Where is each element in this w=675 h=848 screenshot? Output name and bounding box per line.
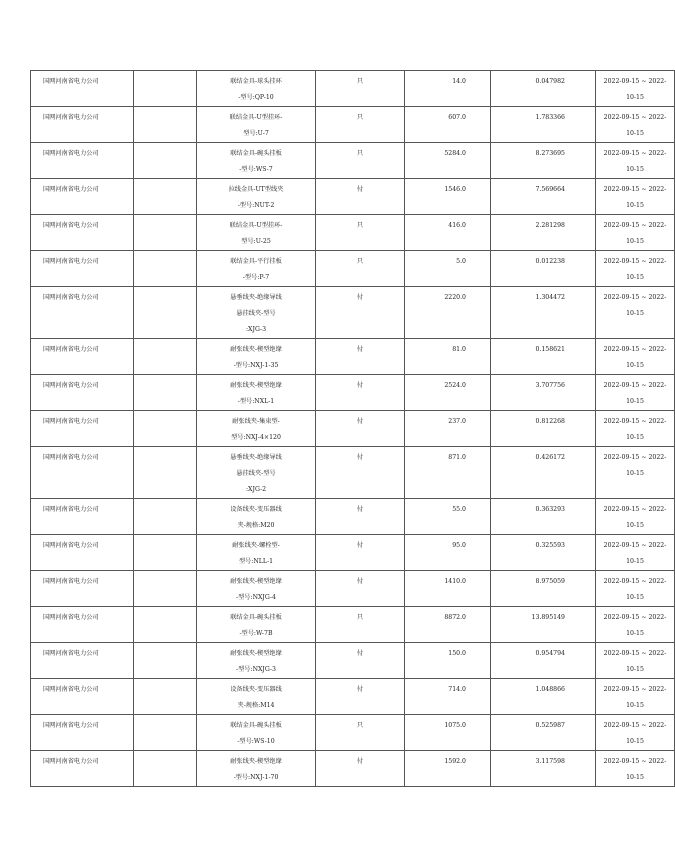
blank-cell xyxy=(134,375,197,411)
item-name-cell xyxy=(197,499,316,535)
date-range-text: 2022-09-15 ~ 2022- 10-15 xyxy=(603,186,667,209)
table-row xyxy=(31,643,675,679)
date-range-cell xyxy=(596,143,675,179)
quantity-cell: 55.0 xyxy=(405,499,491,535)
quantity-cell: 14.0 xyxy=(405,71,491,107)
date-range-cell xyxy=(596,751,675,787)
date-range-text: 2022-09-15 ~ 2022- 10-15 xyxy=(603,506,667,529)
item-name-cell xyxy=(197,679,316,715)
amount-cell: 13.895149 xyxy=(491,607,596,643)
item-name-text: 联结金具-U型挂环- 型号:U-7 xyxy=(229,114,283,137)
amount-cell: 0.426172 xyxy=(491,447,596,499)
company-cell: 国网河南省电力公司 xyxy=(31,411,134,447)
item-name-cell xyxy=(197,287,316,339)
date-range-cell xyxy=(596,643,675,679)
company-cell: 国网河南省电力公司 xyxy=(31,287,134,339)
quantity-cell: 607.0 xyxy=(405,107,491,143)
date-range-text: 2022-09-15 ~ 2022- 10-15 xyxy=(603,222,667,245)
company-cell: 国网河南省电力公司 xyxy=(31,715,134,751)
company-cell: 国网河南省电力公司 xyxy=(31,375,134,411)
blank-cell xyxy=(134,411,197,447)
date-range-text: 2022-09-15 ~ 2022- 10-15 xyxy=(603,258,667,281)
company-cell: 国网河南省电力公司 xyxy=(31,251,134,287)
amount-cell: 0.012238 xyxy=(491,251,596,287)
unit-cell: 付 xyxy=(316,287,405,339)
item-name-text: 耐张线夹-螺栓型- 型号:NLL-1 xyxy=(232,542,280,565)
date-range-cell xyxy=(596,535,675,571)
date-range-text: 2022-09-15 ~ 2022- 10-15 xyxy=(603,686,667,709)
amount-cell: 0.363293 xyxy=(491,499,596,535)
date-range-text: 2022-09-15 ~ 2022- 10-15 xyxy=(603,382,667,405)
quantity-cell: 237.0 xyxy=(405,411,491,447)
item-name-cell xyxy=(197,339,316,375)
unit-cell: 只 xyxy=(316,107,405,143)
amount-cell: 0.812268 xyxy=(491,411,596,447)
table-row xyxy=(31,499,675,535)
item-name-cell xyxy=(197,535,316,571)
table-row xyxy=(31,107,675,143)
company-cell: 国网河南省电力公司 xyxy=(31,179,134,215)
quantity-cell: 714.0 xyxy=(405,679,491,715)
unit-cell: 付 xyxy=(316,411,405,447)
table-row xyxy=(31,607,675,643)
item-name-cell xyxy=(197,571,316,607)
date-range-cell xyxy=(596,499,675,535)
company-cell: 国网河南省电力公司 xyxy=(31,143,134,179)
item-name-text: 耐张线夹-楔型绝缘 -型号:NXJ-1-35 xyxy=(230,346,282,369)
date-range-cell xyxy=(596,107,675,143)
table-row xyxy=(31,375,675,411)
date-range-text: 2022-09-15 ~ 2022- 10-15 xyxy=(603,114,667,137)
blank-cell xyxy=(134,715,197,751)
blank-cell xyxy=(134,643,197,679)
item-name-text: 设备线夹-变压器线 夹-规格:M20 xyxy=(230,506,282,529)
unit-cell: 付 xyxy=(316,179,405,215)
unit-cell: 付 xyxy=(316,499,405,535)
amount-cell: 1.048866 xyxy=(491,679,596,715)
blank-cell xyxy=(134,679,197,715)
blank-cell xyxy=(134,179,197,215)
company-cell: 国网河南省电力公司 xyxy=(31,571,134,607)
amount-cell: 0.158621 xyxy=(491,339,596,375)
item-name-cell xyxy=(197,215,316,251)
item-name-cell xyxy=(197,447,316,499)
table-row xyxy=(31,679,675,715)
item-name-text: 耐张线夹-楔型绝缘 -型号:NXJG-4 xyxy=(230,578,282,601)
date-range-cell xyxy=(596,287,675,339)
amount-cell: 3.117598 xyxy=(491,751,596,787)
item-name-cell xyxy=(197,107,316,143)
table-row xyxy=(31,287,675,339)
quantity-cell: 150.0 xyxy=(405,643,491,679)
amount-cell: 1.304472 xyxy=(491,287,596,339)
item-name-cell xyxy=(197,71,316,107)
unit-cell: 付 xyxy=(316,447,405,499)
blank-cell xyxy=(134,751,197,787)
unit-cell: 付 xyxy=(316,375,405,411)
quantity-cell: 871.0 xyxy=(405,447,491,499)
date-range-cell xyxy=(596,411,675,447)
blank-cell xyxy=(134,607,197,643)
unit-cell: 付 xyxy=(316,751,405,787)
company-cell: 国网河南省电力公司 xyxy=(31,499,134,535)
item-name-text: 耐张线夹-楔型绝缘 -型号:NXL-1 xyxy=(230,382,282,405)
blank-cell xyxy=(134,71,197,107)
item-name-text: 耐张线夹-楔型绝缘 -型号:NXJ-1-70 xyxy=(230,758,282,781)
table-row xyxy=(31,535,675,571)
item-name-cell xyxy=(197,143,316,179)
date-range-text: 2022-09-15 ~ 2022- 10-15 xyxy=(603,294,667,317)
unit-cell: 付 xyxy=(316,643,405,679)
company-cell: 国网河南省电力公司 xyxy=(31,107,134,143)
quantity-cell: 1410.0 xyxy=(405,571,491,607)
unit-cell: 只 xyxy=(316,71,405,107)
unit-cell: 只 xyxy=(316,715,405,751)
date-range-cell xyxy=(596,375,675,411)
date-range-cell xyxy=(596,339,675,375)
blank-cell xyxy=(134,447,197,499)
company-cell: 国网河南省电力公司 xyxy=(31,535,134,571)
company-cell: 国网河南省电力公司 xyxy=(31,447,134,499)
blank-cell xyxy=(134,215,197,251)
unit-cell: 只 xyxy=(316,251,405,287)
quantity-cell: 416.0 xyxy=(405,215,491,251)
date-range-cell xyxy=(596,251,675,287)
company-cell: 国网河南省电力公司 xyxy=(31,679,134,715)
item-name-text: 悬垂线夹-绝缘导线 悬挂线夹-型号 :XJG-2 xyxy=(230,454,282,493)
amount-cell: 7.569664 xyxy=(491,179,596,215)
date-range-cell xyxy=(596,71,675,107)
blank-cell xyxy=(134,339,197,375)
blank-cell xyxy=(134,535,197,571)
item-name-cell xyxy=(197,375,316,411)
amount-cell: 0.525987 xyxy=(491,715,596,751)
amount-cell: 0.047982 xyxy=(491,71,596,107)
item-name-text: 联结金具-碗头挂板 -型号:W-7B xyxy=(230,614,282,637)
date-range-text: 2022-09-15 ~ 2022- 10-15 xyxy=(603,650,667,673)
date-range-cell xyxy=(596,571,675,607)
company-cell: 国网河南省电力公司 xyxy=(31,71,134,107)
date-range-text: 2022-09-15 ~ 2022- 10-15 xyxy=(603,614,667,637)
company-cell: 国网河南省电力公司 xyxy=(31,339,134,375)
table-row xyxy=(31,715,675,751)
blank-cell xyxy=(134,571,197,607)
blank-cell xyxy=(134,107,197,143)
quantity-cell: 2524.0 xyxy=(405,375,491,411)
company-cell: 国网河南省电力公司 xyxy=(31,215,134,251)
blank-cell xyxy=(134,499,197,535)
table-row xyxy=(31,143,675,179)
quantity-cell: 95.0 xyxy=(405,535,491,571)
item-name-cell xyxy=(197,751,316,787)
item-name-text: 耐张线夹-楔型绝缘 -型号:NXJG-3 xyxy=(230,650,282,673)
company-cell: 国网河南省电力公司 xyxy=(31,751,134,787)
item-name-text: 联结金具-球头挂环 -型号:QP-10 xyxy=(230,78,282,101)
unit-cell: 只 xyxy=(316,143,405,179)
table-row xyxy=(31,447,675,499)
date-range-text: 2022-09-15 ~ 2022- 10-15 xyxy=(603,722,667,745)
unit-cell: 付 xyxy=(316,535,405,571)
date-range-text: 2022-09-15 ~ 2022- 10-15 xyxy=(603,78,667,101)
quantity-cell: 8872.0 xyxy=(405,607,491,643)
amount-cell: 2.281298 xyxy=(491,215,596,251)
amount-cell: 0.954794 xyxy=(491,643,596,679)
unit-cell: 只 xyxy=(316,607,405,643)
amount-cell: 0.325593 xyxy=(491,535,596,571)
date-range-cell xyxy=(596,179,675,215)
table-row xyxy=(31,215,675,251)
blank-cell xyxy=(134,143,197,179)
item-name-text: 联结金具-碗头挂板 -型号:WS-10 xyxy=(230,722,282,745)
date-range-text: 2022-09-15 ~ 2022- 10-15 xyxy=(603,758,667,781)
table-row xyxy=(31,571,675,607)
date-range-text: 2022-09-15 ~ 2022- 10-15 xyxy=(603,542,667,565)
table-row xyxy=(31,251,675,287)
blank-cell xyxy=(134,287,197,339)
date-range-text: 2022-09-15 ~ 2022- 10-15 xyxy=(603,346,667,369)
unit-cell: 付 xyxy=(316,339,405,375)
table-row xyxy=(31,339,675,375)
date-range-text: 2022-09-15 ~ 2022- 10-15 xyxy=(603,150,667,173)
date-range-text: 2022-09-15 ~ 2022- 10-15 xyxy=(603,418,667,441)
date-range-cell xyxy=(596,447,675,499)
item-name-cell xyxy=(197,715,316,751)
blank-cell xyxy=(134,251,197,287)
table-row xyxy=(31,179,675,215)
item-name-cell xyxy=(197,251,316,287)
unit-cell: 付 xyxy=(316,571,405,607)
quantity-cell: 1546.0 xyxy=(405,179,491,215)
item-name-cell xyxy=(197,607,316,643)
table-row xyxy=(31,751,675,787)
quantity-cell: 5284.0 xyxy=(405,143,491,179)
amount-cell: 1.783366 xyxy=(491,107,596,143)
amount-cell: 8.975059 xyxy=(491,571,596,607)
item-name-cell xyxy=(197,643,316,679)
date-range-cell xyxy=(596,715,675,751)
date-range-cell xyxy=(596,679,675,715)
amount-cell: 8.273695 xyxy=(491,143,596,179)
unit-cell: 只 xyxy=(316,215,405,251)
item-name-text: 悬垂线夹-绝缘导线 悬挂线夹-型号 :XJG-3 xyxy=(230,294,282,333)
unit-cell: 付 xyxy=(316,679,405,715)
item-name-text: 联结金具-碗头挂板 -型号:WS-7 xyxy=(230,150,282,173)
quantity-cell: 1075.0 xyxy=(405,715,491,751)
table-row xyxy=(31,71,675,107)
materials-table xyxy=(30,70,675,787)
quantity-cell: 5.0 xyxy=(405,251,491,287)
date-range-text: 2022-09-15 ~ 2022- 10-15 xyxy=(603,454,667,477)
item-name-text: 设备线夹-变压器线 夹-规格:M14 xyxy=(230,686,282,709)
quantity-cell: 81.0 xyxy=(405,339,491,375)
company-cell: 国网河南省电力公司 xyxy=(31,643,134,679)
item-name-cell xyxy=(197,411,316,447)
item-name-cell xyxy=(197,179,316,215)
company-cell: 国网河南省电力公司 xyxy=(31,607,134,643)
item-name-text: 联结金具-U型挂环- 型号:U-25 xyxy=(229,222,283,245)
amount-cell: 3.707756 xyxy=(491,375,596,411)
table-body xyxy=(31,71,675,787)
date-range-text: 2022-09-15 ~ 2022- 10-15 xyxy=(603,578,667,601)
item-name-text: 耐张线夹-集束型- 型号:NXJ-4×120 xyxy=(231,418,281,441)
quantity-cell: 2220.0 xyxy=(405,287,491,339)
date-range-cell xyxy=(596,607,675,643)
item-name-text: 拉线金具-UT型线夹 -型号:NUT-2 xyxy=(228,186,284,209)
table-row xyxy=(31,411,675,447)
item-name-text: 联结金具-平行挂板 -型号:P-7 xyxy=(230,258,282,281)
date-range-cell xyxy=(596,215,675,251)
quantity-cell: 1592.0 xyxy=(405,751,491,787)
